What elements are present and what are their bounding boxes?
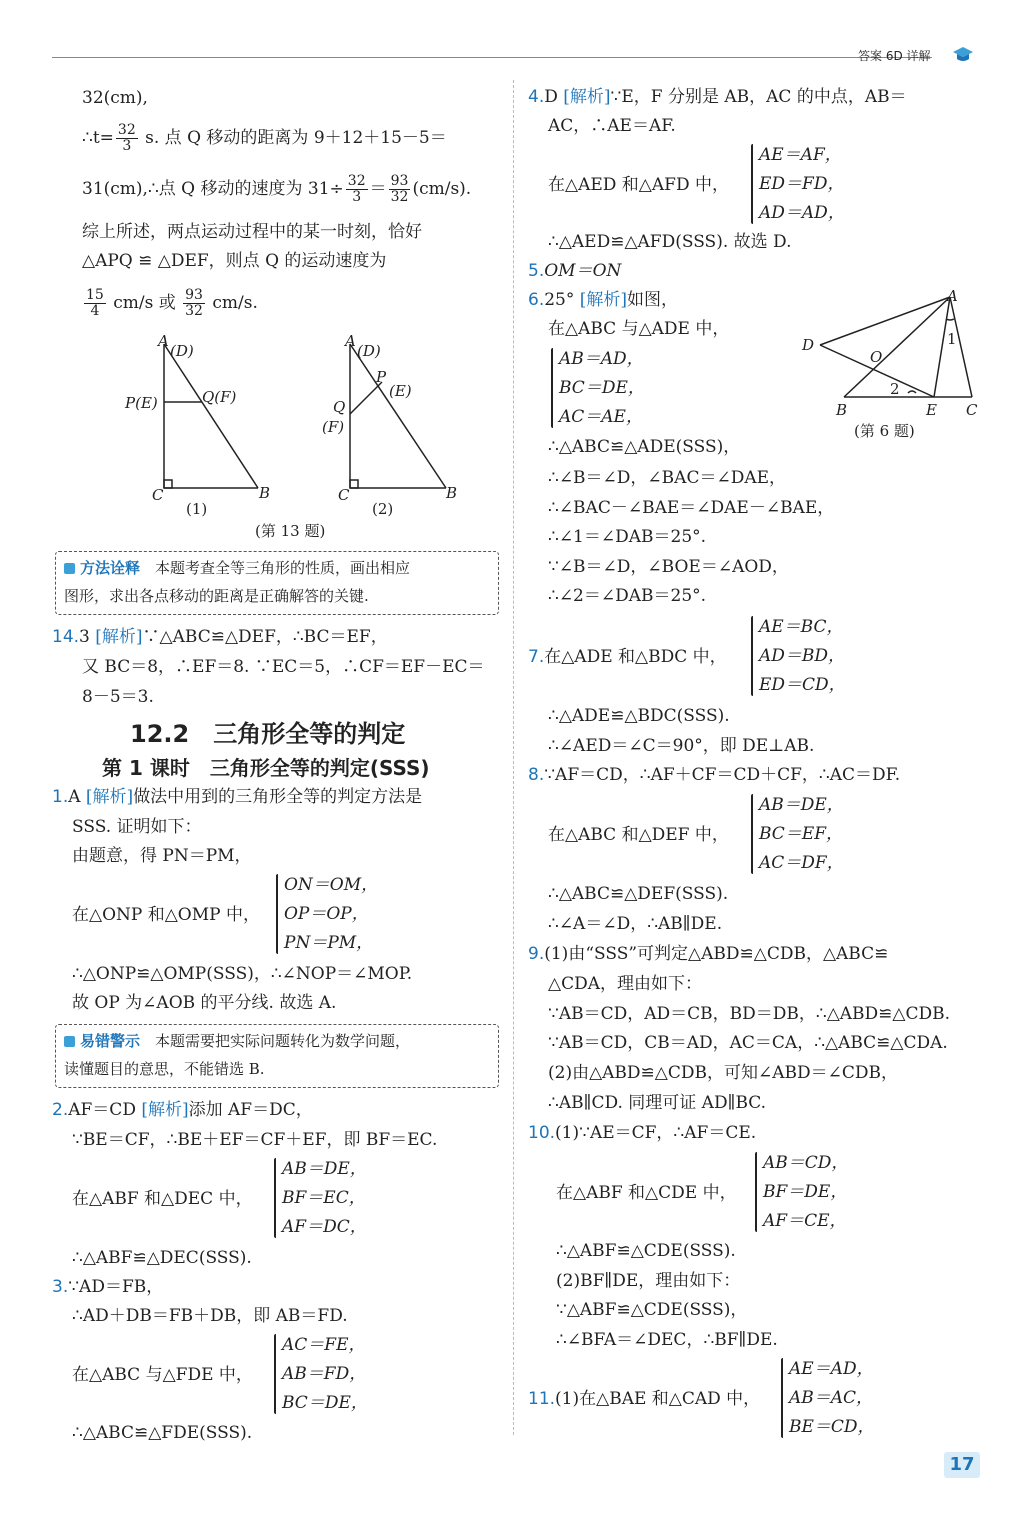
fig6-label-a: A: [947, 287, 958, 305]
column-divider: [513, 80, 514, 1435]
q10-line: 10.(1)∵AE＝CF，∴AF＝CE.: [528, 1123, 757, 1143]
q2-system-pre: 在△ABF 和△DEC 中，: [72, 1189, 253, 1209]
system-brace: [276, 874, 278, 954]
fig13-label-a2: A: [345, 332, 356, 350]
q10-line: (2)BF∥DE，理由如下：: [556, 1271, 741, 1291]
q10-eq: AB＝CD，: [763, 1153, 849, 1173]
lesson-title: 第 1 课时 三角形全等的判定(SSS): [102, 756, 430, 780]
q6-line: ∵∠B＝∠D，∠BOE＝∠AOD，: [548, 557, 789, 577]
q11-eq: AB＝AC，: [789, 1388, 874, 1408]
system-brace: [755, 1152, 757, 1232]
q3-line: ∴△ABC≌△FDE(SSS).: [72, 1423, 253, 1443]
fig13-label-p2: P: [376, 368, 387, 386]
q14-line: 8－5＝3.: [82, 687, 154, 707]
q6-line: 6.25° [解析]如图，: [528, 290, 679, 310]
q1-line: ∴△ONP≌△OMP(SSS)，∴∠NOP＝∠MOP.: [72, 964, 413, 984]
fig6-label-2: 2: [890, 380, 900, 398]
q1-line: 故 OP 为∠AOB 的平分线. 故选 A.: [72, 993, 337, 1013]
q6-line: ∴∠1＝∠DAB＝25°.: [548, 527, 707, 547]
q6-eq: AB＝AD，: [559, 349, 644, 369]
system-brace: [751, 616, 753, 696]
q10-eq: AF＝CE，: [763, 1211, 847, 1231]
q2-line: ∵BE＝CF，∴BE＋EF＝CF＋EF，即 BF＝EC.: [72, 1130, 438, 1150]
system-brace: [751, 144, 753, 224]
q1-line: SSS. 证明如下：: [72, 817, 202, 837]
fig6-label-d: D: [802, 336, 815, 354]
q6-line: 在△ABC 与△ADE 中，: [548, 319, 730, 339]
figure-13: [110, 330, 470, 530]
warning-note-text: 本题需要把实际问题转化为数学问题，: [155, 1032, 411, 1050]
fig13-label-d2: (D): [357, 342, 381, 360]
system-brace: [551, 348, 553, 428]
text-line: ∴t= $\frac{32}{3}$ s. 点 Q 移动的距离为 9＋12＋15－5＝: [82, 122, 447, 154]
fig13-label-q2: Q: [333, 398, 346, 416]
text-line: 31(cm),∴点 Q 移动的速度为 31÷ $\frac{32}{3}$ ＝ $\frac{93}{32}$ (cm/s).: [82, 173, 472, 205]
system-brace: [781, 1358, 783, 1438]
header-label: 答案 6D 详解: [858, 49, 931, 63]
text-line: $\frac{15}{4}$ cm/s 或 $\frac{93}{32}$ cm/s.: [86, 287, 258, 319]
fig13-label-p1: P(E): [125, 394, 158, 412]
q1-line: 由题意，得 PN＝PM，: [72, 846, 252, 866]
q10-eq: BF＝DE，: [763, 1182, 848, 1202]
q7-line: ∴∠AED＝∠C＝90°，即 DE⊥AB.: [548, 736, 815, 756]
fig13-sub2: (2): [372, 500, 394, 518]
q10-system-pre: 在△ABF 和△CDE 中，: [556, 1183, 737, 1203]
q9-line: (2)由△ABD≌△CDB，可知∠ABD＝∠CDB，: [548, 1063, 899, 1083]
q1-eq: PN＝PM，: [284, 933, 374, 953]
fig13-sub1: (1): [186, 500, 208, 518]
text-line: 32(cm),: [82, 88, 148, 108]
q9-line: ∴AB∥CD. 同理可证 AD∥BC.: [548, 1093, 767, 1113]
fig6-label-o: O: [870, 348, 883, 366]
q8-eq: BC＝EF，: [759, 824, 844, 844]
q7-eq: AE＝BC，: [759, 617, 844, 637]
q1-system-pre: 在△ONP 和△OMP 中，: [72, 905, 260, 925]
q6-line: ∴△ABC≌△ADE(SSS)，: [548, 437, 741, 457]
q10-line: ∴△ABF≌△CDE(SSS).: [556, 1241, 736, 1261]
q3-eq: AC＝FE，: [282, 1335, 366, 1355]
q8-system-pre: 在△ABC 和△DEF 中，: [548, 825, 729, 845]
fig13-label-q1: Q(F): [202, 388, 237, 406]
q8-eq: AC＝DF，: [759, 853, 844, 873]
fig6-caption: (第 6 题): [854, 422, 915, 440]
q7-line: ∴△ADE≌△BDC(SSS).: [548, 706, 730, 726]
note-square-icon: [64, 563, 75, 574]
fig13-label-e2: (E): [389, 382, 412, 400]
q14-line: 又 BC＝8，∴EF＝8. ∵EC＝5，∴CF＝EF－EC＝: [82, 657, 485, 677]
fig13-label-b2: B: [446, 484, 458, 502]
fig6-label-c: C: [966, 401, 978, 419]
fig13-label-b1: B: [259, 484, 271, 502]
q11-eq: BE＝CD，: [789, 1417, 875, 1437]
q9-line: ∵AB＝CD，AD＝CB，BD＝DB，∴△ABD≌△CDB.: [548, 1004, 951, 1024]
q11-line: 11.(1)在△BAE 和△CAD 中，: [528, 1389, 761, 1409]
q1-eq: ON＝OM，: [284, 875, 379, 895]
q3-line: 3.∵AD＝FB，: [52, 1277, 164, 1297]
fig13-label-c2: C: [338, 486, 350, 504]
q4-eq: ED＝FD，: [759, 174, 845, 194]
fig13-label-d1: (D): [170, 342, 194, 360]
q10-line: ∴∠BFA＝∠DEC，∴BF∥DE.: [556, 1330, 778, 1350]
fig13-label-f2: (F): [322, 418, 345, 436]
q3-eq: BC＝DE，: [282, 1393, 368, 1413]
q3-eq: AB＝FD，: [282, 1364, 367, 1384]
q5-line: 5.OM＝ON: [528, 261, 622, 281]
q9-line: 9.(1)由“SSS”可判定△ABD≌△CDB，△ABC≌: [528, 944, 889, 964]
q2-line: ∴△ABF≌△DEC(SSS).: [72, 1248, 252, 1268]
q8-eq: AB＝DE，: [759, 795, 844, 815]
header-rule: [52, 57, 932, 58]
note-square-icon: [64, 1036, 75, 1047]
method-note-title: 方法诠释: [80, 559, 141, 577]
q1-eq: OP＝OP，: [284, 904, 369, 924]
q2-eq: AF＝DC，: [282, 1217, 367, 1237]
q6-line: ∴∠B＝∠D，∠BAC＝∠DAE，: [548, 468, 787, 488]
fig13-caption: (第 13 题): [255, 522, 326, 540]
fig13-label-c1: C: [152, 486, 164, 504]
system-brace: [274, 1158, 276, 1238]
q1-line: 1.A [解析]做法中用到的三角形全等的判定方法是: [52, 787, 423, 807]
q8-line: ∴∠A＝∠D，∴AB∥DE.: [548, 914, 723, 934]
q7-eq: AD＝BD，: [759, 646, 846, 666]
q6-line: ∴∠BAC－∠BAE＝∠DAE－∠BAE，: [548, 498, 835, 518]
q7-line: 7.在△ADE 和△BDC 中，: [528, 647, 727, 667]
fig6-label-1: 1: [947, 330, 957, 348]
q4-line: 4.D [解析]∵E，F 分别是 AB，AC 的中点，AB＝: [528, 87, 907, 107]
fig13-label-a1: A: [158, 332, 169, 350]
fig6-label-e: E: [926, 401, 937, 419]
q14-line: 14.3 [解析]∵△ABC≌△DEF，∴BC＝EF，: [52, 627, 388, 647]
page-number: 17: [944, 1452, 980, 1478]
q3-system-pre: 在△ABC 与△FDE 中，: [72, 1365, 253, 1385]
q2-eq: AB＝DE，: [282, 1159, 367, 1179]
q3-line: ∴AD＋DB＝FB＋DB，即 AB＝FD.: [72, 1306, 348, 1326]
q4-line: ∴△AED≌△AFD(SSS). 故选 D.: [548, 232, 792, 252]
q6-line: ∴∠2＝∠DAB＝25°.: [548, 586, 707, 606]
section-title: 12.2 三角形全等的判定: [130, 720, 406, 748]
text-line: 综上所述，两点运动过程中的某一时刻，恰好: [82, 222, 422, 242]
warning-note-text: 读懂题目的意思，不能错选 B.: [64, 1060, 265, 1078]
system-brace: [751, 794, 753, 874]
warning-note-box: [55, 1024, 499, 1088]
method-note-box: [55, 551, 499, 615]
q6-eq: BC＝DE，: [559, 378, 645, 398]
q2-line: 2.AF＝CD [解析]添加 AF＝DC，: [52, 1100, 313, 1120]
q11-eq: AE＝AD，: [789, 1359, 874, 1379]
system-brace: [274, 1334, 276, 1414]
method-note-text: 图形，求出各点移动的距离是正确解答的关键.: [64, 587, 369, 605]
q2-eq: BF＝EC，: [282, 1188, 366, 1208]
q4-eq: AD＝AD，: [759, 203, 845, 223]
q9-line: △CDA，理由如下：: [548, 974, 702, 994]
q4-system-pre: 在△AED 和△AFD 中，: [548, 175, 729, 195]
text-line: △APQ ≌ △DEF，则点 Q 的运动速度为: [82, 251, 387, 271]
q4-line: AC，∴AE＝AF.: [548, 116, 676, 136]
q7-eq: ED＝CD，: [759, 675, 846, 695]
warning-note-title: 易错警示: [80, 1032, 141, 1050]
q9-line: ∵AB＝CD，CB＝AD，AC＝CA，∴△ABC≌△CDA.: [548, 1033, 948, 1053]
q10-line: ∵△ABF≌△CDE(SSS)，: [556, 1300, 748, 1320]
q8-line: ∴△ABC≌△DEF(SSS).: [548, 884, 729, 904]
q6-eq: AC＝AE，: [559, 407, 643, 427]
method-note-text: 本题考查全等三角形的性质，画出相应: [155, 559, 411, 577]
mortarboard-icon: [952, 46, 974, 64]
q4-eq: AE＝AF，: [759, 145, 842, 165]
q8-line: 8.∵AF＝CD，∴AF＋CF＝CD＋CF，∴AC＝DF.: [528, 765, 901, 785]
fig6-label-b: B: [836, 401, 848, 419]
